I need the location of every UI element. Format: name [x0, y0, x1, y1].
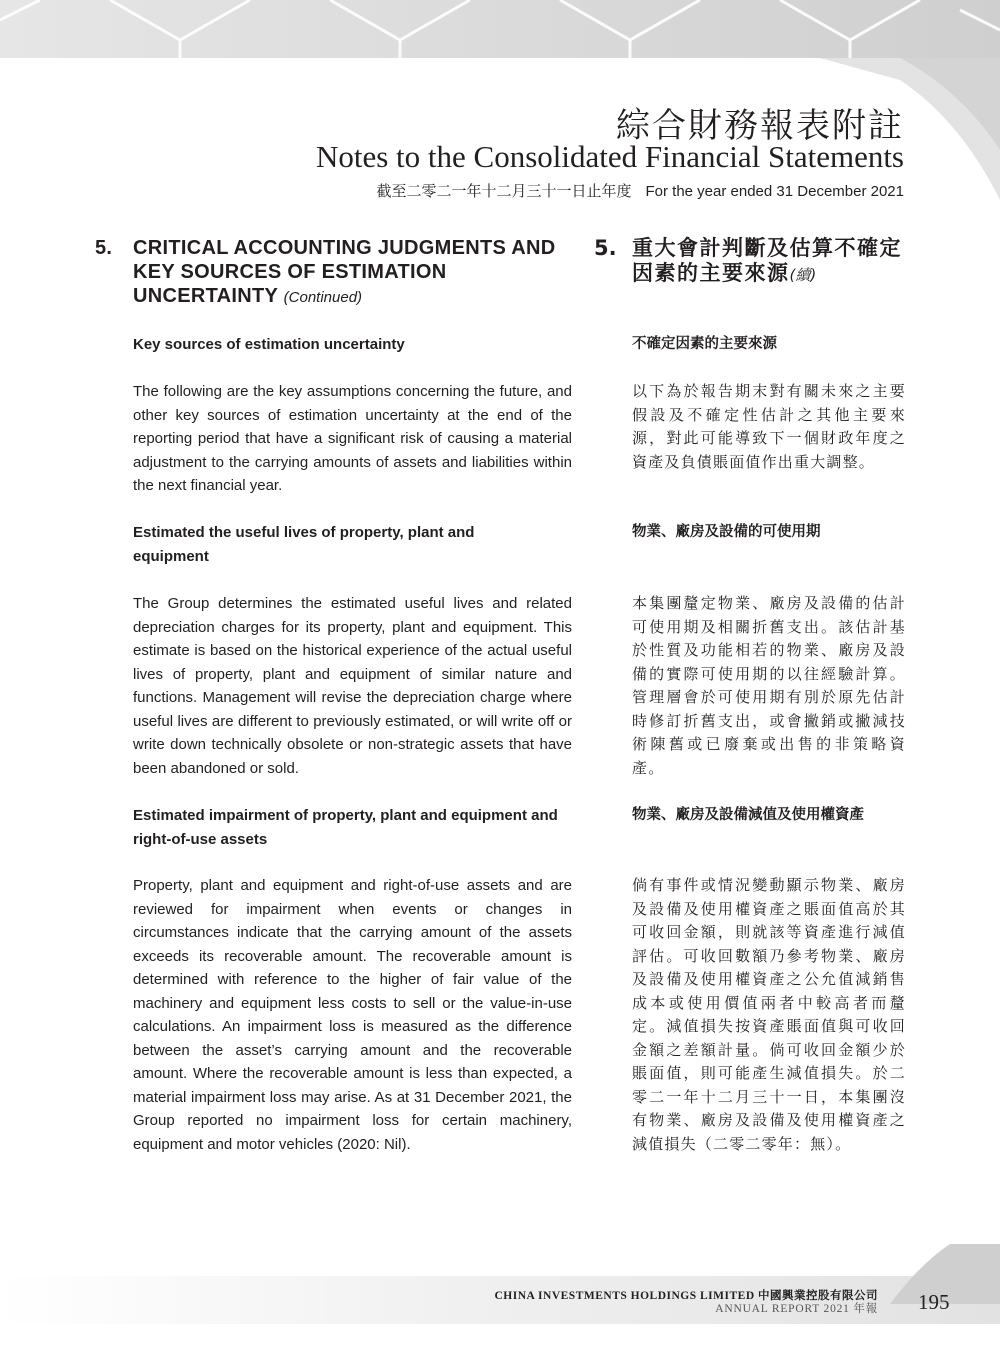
subheading-impairment-chinese: 物業、廠房及設備減值及使用權資產	[632, 807, 864, 823]
section-title-chinese-text: 重大會計判斷及估算不確定因素的主要來源	[632, 236, 902, 285]
paragraph-useful-lives: The Group determines the estimated useful lives and related depreciation charges for its property, plant and equipment. This estimate is based on the historical experience of the actual useful lives of property, plant and equipment of similar nature and functions. Management will revise the depreciation charge where useful lives are different to previously estimated, or will write off or write down technically obsolete or non-strategic assets that have been abandoned or sold.	[133, 595, 572, 777]
period-line	[376, 180, 904, 201]
section-title-chinese	[632, 236, 906, 288]
section-title	[133, 236, 572, 310]
english-column	[95, 236, 572, 310]
section-heading-chinese	[594, 236, 906, 288]
paragraph-key-sources: The following are the key assumptions concerning the future, and other key sources of estimation uncertainty at the end of the reporting period that have a significant risk of causing a material adjustment to the carrying amounts of assets and liabilities within the next financial year.	[133, 383, 572, 494]
continued-label-chinese: (續)	[789, 266, 817, 284]
subheading-useful-lives-chinese: 物業、廠房及設備的可使用期	[632, 524, 821, 540]
period-chinese: 截至二零二一年十二月三十一日止年度	[376, 183, 632, 200]
section-number: 5.	[95, 237, 113, 259]
period-english: For the year ended 31 December 2021	[645, 183, 904, 200]
footer-company: CHINA INVESTMENTS HOLDINGS LIMITED 中國興業控股有限公司	[494, 1290, 878, 1302]
paragraph-key-sources-chinese: 以下為於報告期末對有關未來之主要假設及不確定性估計之其他主要來源，對此可能導致下一個財政年度之資產及負債賬面值作出重大調整。	[632, 382, 906, 471]
page-title: Notes to the Consolidated Financial Statements	[315, 139, 904, 174]
page-title-chinese: 綜合財務報表附註	[616, 106, 904, 146]
continued-label: (Continued)	[283, 289, 363, 306]
paragraph-impairment-chinese: 倘有事件或情況變動顯示物業、廠房及設備及使用權資產之賬面值高於其可收回金額，則就該等資產進行減值評估。可收回數額乃參考物業、廠房及設備及使用權資產之公允值減銷售成本或使用價值兩者中較高者而釐定。減值損失按資產賬面值與可收回金額之差額計量。倘可收回金額少於賬面值，則可能產生減值損失。於二零二一年十二月三十一日，本集團沒有物業、廠房及設備及使用權資產之減值損失（二零二零年：無）。	[632, 876, 906, 1153]
subheading-useful-lives: Estimated the useful lives of property, plant and equipment	[133, 524, 475, 565]
paragraph-impairment: Property, plant and equipment and right-of-use assets and are reviewed for impairment when events or changes in circumstances indicate that the carrying amount of the assets exceeds its recoverable amount. The recoverable amount is determined with reference to the higher of fair value of the machinery and equipment less costs to sell or the value-in-use calculations. An impairment loss is measured as the difference between the asset’s carrying amount and the recoverable amount. Where the recoverable amount is less than expected, a material impairment loss may arise. As at 31 December 2021, the Group reported no impairment loss for certain machinery, equipment and motor vehicles (2020: Nil).	[133, 877, 572, 1153]
paragraph-useful-lives-chinese: 本集團釐定物業、廠房及設備的估計可使用期及相關折舊支出。該估計基於性質及功能相若的物業、廠房及設備的實際可使用期的以往經驗計算。管理層會於可使用期有別於原先估計時修訂折舊支出，或會撇銷或撇減技術陳舊或已廢棄或出售的非策略資產。	[632, 594, 906, 777]
section-heading	[95, 236, 572, 310]
footer-report: ANNUAL REPORT 2021 年報	[715, 1303, 878, 1315]
section-number-chinese: 5.	[594, 236, 617, 260]
page-number: 195	[918, 1290, 950, 1314]
subheading-key-sources: Key sources of estimation uncertainty	[133, 336, 405, 353]
chinese-column	[594, 236, 906, 288]
subheading-impairment: Estimated impairment of property, plant and equipment and right-of-use assets	[133, 807, 558, 848]
section-title-text: CRITICAL ACCOUNTING JUDGMENTS AND KEY SOURCES OF ESTIMATION UNCERTAINTY	[133, 237, 556, 307]
subheading-key-sources-chinese: 不確定因素的主要來源	[632, 336, 777, 352]
